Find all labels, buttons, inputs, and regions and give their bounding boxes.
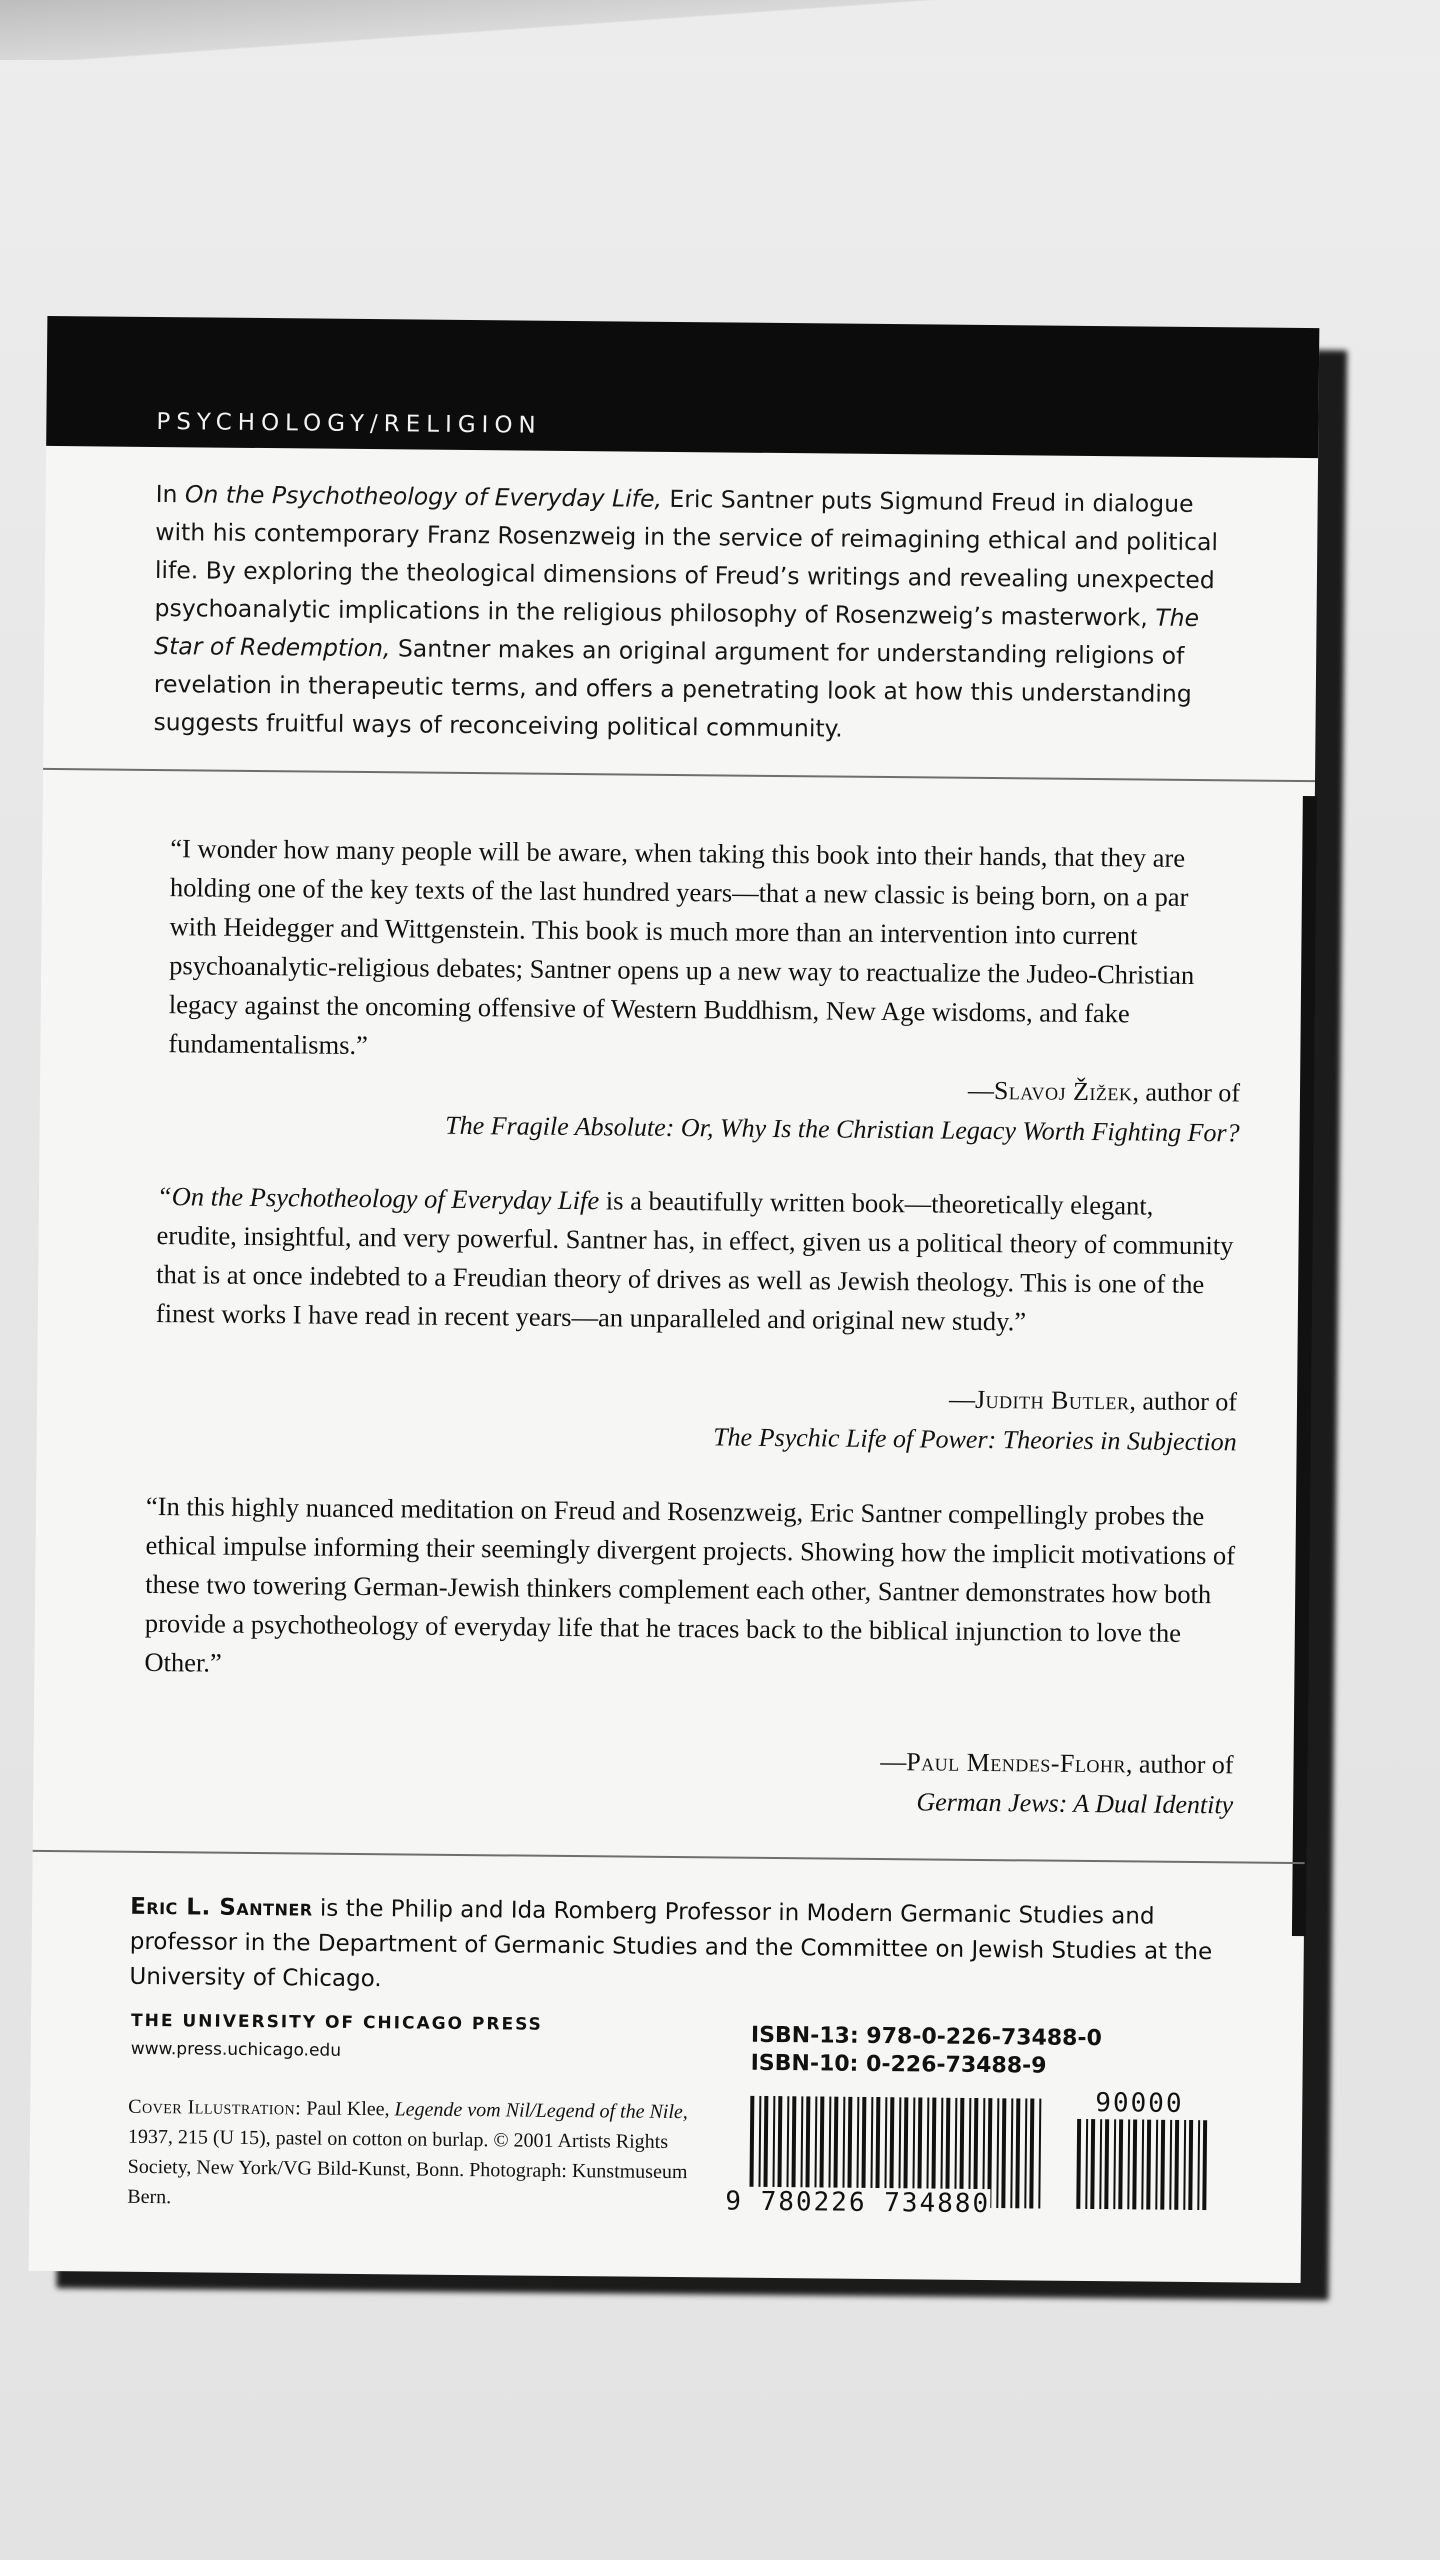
cover-credit-artist: Paul Klee, bbox=[301, 2097, 395, 2121]
attribution-author: Paul Mendes-Flohr bbox=[906, 1747, 1127, 1779]
attribution-author-of: , author of bbox=[1125, 1749, 1234, 1780]
barcode-bar bbox=[1015, 2098, 1020, 2208]
barcode-number: 9 780226 734880 bbox=[725, 2186, 991, 2220]
author-bio bbox=[129, 1890, 1240, 2006]
barcode-bar bbox=[1085, 2119, 1088, 2209]
attribution-butler bbox=[197, 1372, 1238, 1462]
blurb-quote-zizek bbox=[168, 829, 1240, 1073]
category-label: PSYCHOLOGY/RELIGION bbox=[156, 408, 542, 439]
barcode-bar bbox=[1183, 2120, 1186, 2210]
attribution-mendes-flohr bbox=[193, 1735, 1234, 1825]
summary-in: In bbox=[155, 479, 186, 509]
book-back-cover bbox=[29, 316, 1320, 2283]
barcode-bar bbox=[1155, 2120, 1158, 2210]
cover-credit-work: Legende vom Nil/Legend of the Nile, bbox=[394, 2098, 688, 2124]
bio-text: is the Philip and Ida Romberg Professor in Modern Germanic Studies and professor in the Department of Germanic Studies and the Committee on Jewish Studies at the University of Chicago. bbox=[129, 1895, 1213, 1993]
quote-text: is a beautifully written book—theoretically elegant, erudite, insightful, and very powerful. Santner has, in effect, given us a political theory of community that is at once indebted to a Freudian theory of drives as well as Jewish theology. This is one of the finest works I have read in recent years—an unparalleled and original new study.” bbox=[155, 1185, 1234, 1337]
barcode-bar bbox=[1029, 2098, 1034, 2208]
barcode-bar bbox=[1188, 2120, 1193, 2210]
attribution-zizek bbox=[199, 1063, 1240, 1153]
cover-surface bbox=[29, 316, 1320, 2283]
attribution-author: Judith Butler bbox=[974, 1384, 1130, 1416]
cover-credit-label: Cover Illustration: bbox=[128, 2095, 302, 2120]
attribution-dash: — bbox=[967, 1075, 995, 1106]
barcode-bar bbox=[1197, 2120, 1200, 2210]
barcode-bar bbox=[1010, 2098, 1013, 2208]
cover-credit-details: 1937, 215 (U 15), pastel on cotton on burlap. © 2001 Artists Rights Society, New York/VG Bild-Kunst, Bonn. Photograph: Kunstmuseum Bern. bbox=[127, 2125, 688, 2209]
isbn-13: ISBN-13: 978-0-226-73488-0 bbox=[750, 2022, 1102, 2052]
barcode-bar bbox=[1099, 2119, 1102, 2209]
attribution-author-of: , author of bbox=[1132, 1077, 1241, 1108]
cover-credit bbox=[127, 2092, 708, 2218]
attribution-work: The Fragile Absolute: Or, Why Is the Christian Legacy Worth Fighting For? bbox=[445, 1110, 1240, 1148]
barcode-bar bbox=[1169, 2120, 1172, 2210]
barcode-bar bbox=[1024, 2098, 1027, 2208]
attribution-work: German Jews: A Dual Identity bbox=[916, 1787, 1234, 1820]
summary-part-2: Santner makes an original argument for understanding religions of revelation in therapeutic terms, and offers a penetrating look at how this understanding suggests fruitful ways of reconceiving political community. bbox=[153, 634, 1192, 743]
quote-lead: “On the Psychotheology of Everyday Life bbox=[156, 1181, 600, 1216]
barcode-bar bbox=[1090, 2119, 1095, 2209]
publisher-name: THE UNIVERSITY OF CHICAGO PRESS bbox=[130, 2010, 543, 2035]
barcode-bar bbox=[996, 2098, 999, 2208]
blurb-quote-butler bbox=[156, 1177, 1237, 1343]
summary-masterwork-title: The Star of Redemption, bbox=[154, 603, 1200, 663]
barcode-bar bbox=[1132, 2119, 1137, 2209]
barcode-bar bbox=[1118, 2119, 1123, 2209]
summary-book-title: On the Psychotheology of Everyday Life, bbox=[184, 480, 663, 513]
bio-author-name: Eric L. Santner bbox=[130, 1893, 313, 1922]
barcode-bar bbox=[1038, 2099, 1041, 2209]
book-summary bbox=[153, 475, 1236, 751]
blurb-quote-mendes-flohr bbox=[144, 1487, 1236, 1692]
summary-part-1: Eric Santner puts Sigmund Freud in dialogue with his contemporary Franz Rosenzweig in the service of reimagining ethical and political life. By exploring the theological dimensions of Freud’s writings and revealing unexpected psychoanalytic implications in the religious philosophy of Rosenzweig’s masterwork, bbox=[154, 484, 1219, 632]
barcode-bar bbox=[1174, 2120, 1179, 2210]
price-code: 90000 bbox=[1095, 2088, 1184, 2119]
divider-bottom bbox=[33, 1850, 1305, 1864]
attribution-dash: — bbox=[948, 1384, 976, 1414]
attribution-dash: — bbox=[880, 1747, 907, 1777]
quote-text: “In this highly nuanced meditation on Freud and Rosenzweig, Eric Santner compellingly probes the ethical impulse informing their seemingly divergent projects. Showing how the implicit motivations of these two towering German-Jewish thinkers complement each other, Santner demonstrates how both provide a psychotheology of everyday life that he traces back to the biblical injunction to love the Other.” bbox=[144, 1490, 1236, 1678]
barcode-bar bbox=[1127, 2119, 1130, 2209]
attribution-work: The Psychic Life of Power: Theories in Subjection bbox=[713, 1422, 1237, 1457]
barcode-bar bbox=[1202, 2120, 1207, 2210]
category-band bbox=[46, 316, 1319, 458]
quote-text: “I wonder how many people will be aware, when taking this book into their hands, that they are holding one of the key texts of the last hundred years—that a new classic is being born, on a par with Heidegger and Wittgenstein. This book is much more than an intervention into current psychoanalytic-religious debates; Santner opens up a new way to reactualize the Judeo-Christian legacy against the oncoming offensive of Western Buddhism, New Age wisdoms, and fake fundamentalisms.” bbox=[168, 833, 1195, 1061]
divider-top bbox=[43, 768, 1315, 782]
barcode-bar bbox=[1001, 2098, 1006, 2208]
barcode-bar bbox=[1113, 2119, 1116, 2209]
barcode-bar bbox=[1104, 2119, 1109, 2209]
attribution-author-of: , author of bbox=[1129, 1386, 1238, 1417]
barcode-bar bbox=[1076, 2119, 1081, 2209]
isbn-10: ISBN-10: 0-226-73488-9 bbox=[750, 2050, 1047, 2079]
publisher-url: www.press.uchicago.edu bbox=[130, 2038, 342, 2061]
barcode-bar bbox=[1146, 2120, 1151, 2210]
table-edge bbox=[0, 0, 1440, 60]
barcode-bar bbox=[1160, 2120, 1165, 2210]
price-barcode bbox=[1074, 2119, 1215, 2210]
attribution-author: Slavoj Žižek bbox=[993, 1076, 1133, 1107]
barcode-bar bbox=[1141, 2120, 1144, 2210]
